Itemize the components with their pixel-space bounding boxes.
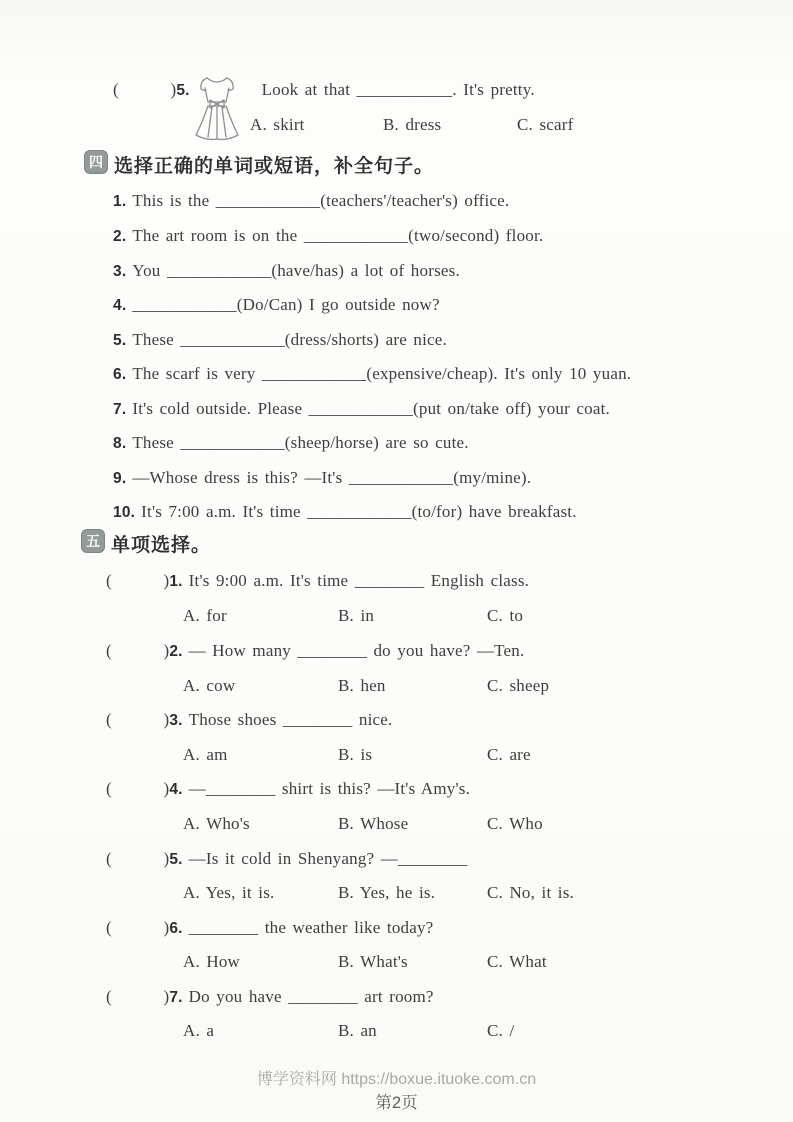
option-c: C. are	[487, 745, 531, 764]
fill-item	[113, 433, 469, 453]
fill-item	[113, 399, 610, 419]
option-a: A. a	[183, 1021, 215, 1040]
option-a: A. cow	[183, 676, 236, 695]
option-b: B. dress	[383, 115, 442, 134]
mc-options	[183, 952, 547, 972]
item-text: This is the ____________(teachers'/teacher's) office.	[132, 191, 510, 210]
mc-question	[106, 779, 470, 799]
section-four-title: 选择正确的单词或短语，补全句子。	[114, 156, 435, 177]
fill-item	[113, 191, 509, 211]
item-text: These ____________(sheep/horse) are so cute.	[132, 433, 469, 452]
option-c: C. sheep	[487, 676, 550, 695]
item-text: The scarf is very ____________(expensive/cheap). It's only 10 yuan.	[132, 364, 632, 383]
question-number: 5.	[169, 851, 183, 868]
mc-question	[106, 918, 433, 938]
mc-options	[183, 676, 549, 696]
dress-icon	[191, 74, 243, 147]
item-number: 3.	[113, 263, 127, 280]
option-a: A. skirt	[250, 115, 305, 134]
item-number: 8.	[113, 435, 127, 452]
option-b: B. an	[338, 1021, 377, 1040]
option-a: A. for	[183, 606, 227, 625]
question-number: 5.	[176, 82, 190, 99]
item-text: —Whose dress is this? —It's ____________(my/mine).	[132, 468, 532, 487]
option-c: C. What	[487, 952, 547, 971]
mc-question	[106, 571, 529, 591]
fill-item	[113, 502, 577, 522]
item-number: 1.	[113, 193, 127, 210]
option-a: A. Who's	[183, 814, 250, 833]
question-number: 4.	[169, 781, 183, 798]
question-text: Do you have ________ art room?	[188, 987, 434, 1006]
fill-item	[113, 295, 440, 315]
answer-paren: ( )	[113, 80, 177, 99]
option-b: B. Whose	[338, 814, 409, 833]
answer-paren: ( )	[106, 710, 170, 729]
mc-question	[106, 849, 468, 869]
item-number: 10.	[113, 504, 136, 521]
option-b: B. Yes, he is.	[338, 883, 436, 902]
option-b: B. hen	[338, 676, 386, 695]
mc-options	[183, 814, 543, 834]
question-number: 3.	[169, 712, 183, 729]
option-c: C. No, it is.	[487, 883, 575, 902]
item-text: These ____________(dress/shorts) are nice.	[132, 330, 447, 349]
question-text: — How many ________ do you have? —Ten.	[188, 641, 525, 660]
question-number: 2.	[169, 643, 183, 660]
option-b: B. What's	[338, 952, 408, 971]
answer-paren: ( )	[106, 987, 170, 1006]
question-number: 7.	[169, 989, 183, 1006]
option-b: B. is	[338, 745, 373, 764]
fill-item	[113, 364, 631, 384]
mc-options	[183, 883, 574, 903]
carryover-question-line	[113, 80, 535, 100]
question-number: 1.	[169, 573, 183, 590]
mc-question	[106, 641, 524, 661]
item-number: 6.	[113, 366, 127, 383]
option-c: C. /	[487, 1021, 515, 1040]
carryover-options	[250, 115, 573, 135]
fill-item	[113, 330, 447, 350]
mc-options	[183, 606, 523, 626]
page-number: 第2页	[375, 1094, 418, 1112]
option-c: C. Who	[487, 814, 543, 833]
item-text: You ____________(have/has) a lot of horses.	[132, 261, 460, 280]
option-a: A. How	[183, 952, 241, 971]
question-text: It's 9:00 a.m. It's time ________ English class.	[188, 571, 530, 590]
section-five-badge: 五	[81, 529, 105, 553]
question-text: —Is it cold in Shenyang? —________	[188, 849, 468, 868]
item-text: The art room is on the ____________(two/second) floor.	[132, 226, 544, 245]
question-number: 6.	[169, 920, 183, 937]
mc-options	[183, 1021, 514, 1041]
fill-item	[113, 226, 543, 246]
mc-question	[106, 987, 434, 1007]
question-text: ________ the weather like today?	[188, 918, 434, 937]
question-text: Those shoes ________ nice.	[188, 710, 393, 729]
item-number: 4.	[113, 297, 127, 314]
mc-question	[106, 710, 393, 730]
answer-paren: ( )	[106, 571, 170, 590]
option-b: B. in	[338, 606, 375, 625]
fill-item	[113, 261, 460, 281]
item-number: 7.	[113, 401, 127, 418]
item-text: It's cold outside. Please ____________(put on/take off) your coat.	[132, 399, 610, 418]
option-c: C. to	[487, 606, 524, 625]
section-four-badge: 四	[84, 150, 108, 174]
answer-paren: ( )	[106, 849, 170, 868]
item-text: ____________(Do/Can) I go outside now?	[132, 295, 440, 314]
item-number: 2.	[113, 228, 127, 245]
section-five-title: 单项选择。	[111, 535, 212, 556]
fill-item	[113, 468, 531, 488]
answer-paren: ( )	[106, 641, 170, 660]
item-text: It's 7:00 a.m. It's time ____________(to/for) have breakfast.	[141, 502, 577, 521]
answer-paren: ( )	[106, 779, 170, 798]
option-a: A. am	[183, 745, 228, 764]
option-a: A. Yes, it is.	[183, 883, 275, 902]
question-text: —________ shirt is this? —It's Amy's.	[188, 779, 471, 798]
item-number: 9.	[113, 470, 127, 487]
footer-watermark: 博学资料网 https://boxue.ituoke.com.cn	[256, 1071, 537, 1088]
answer-paren: ( )	[106, 918, 170, 937]
question-text: Look at that ___________. It's pretty.	[261, 80, 535, 99]
mc-options	[183, 745, 531, 765]
item-number: 5.	[113, 332, 127, 349]
option-c: C. scarf	[517, 115, 574, 134]
